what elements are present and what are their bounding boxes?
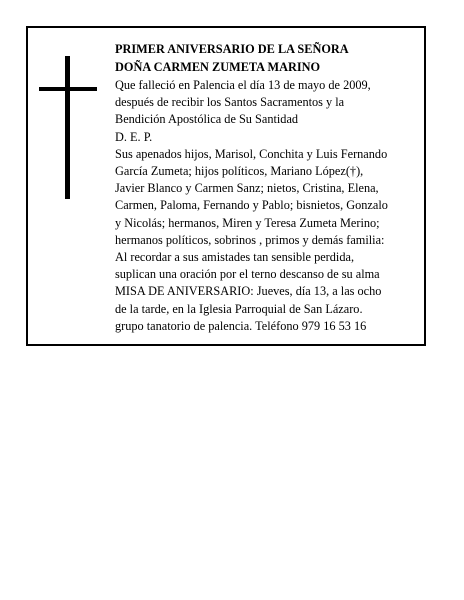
rip-line: D. E. P. (115, 129, 153, 144)
family-line-1: Sus apenados hijos, Marisol, Conchita y Luis Fernando (115, 146, 388, 161)
family-line-5: y Nicolás; hermanos, Miren y Teresa Zumeta Merino; (115, 215, 380, 230)
obituary-notice (26, 26, 426, 346)
notice-text (115, 40, 421, 335)
request-line-2: suplican una oración por el terno descanso de su alma (115, 267, 380, 282)
notice-title-line-2: DOÑA CARMEN ZUMETA MARINO (115, 60, 321, 74)
mass-line-1: MISA DE ANIVERSARIO: Jueves, día 13, a las ocho (115, 284, 382, 299)
cross-horizontal-bar (39, 87, 97, 91)
cross-vertical-bar (65, 56, 70, 199)
family-line-2: García Zumeta; hijos políticos, Mariano López(†), (115, 164, 364, 179)
family-line-4: Carmen, Paloma, Fernando y Pablo; bisnietos, Gonzalo (115, 198, 388, 213)
death-info-line-3: Bendición Apostólica de Su Santidad (115, 112, 299, 127)
request-line-1: Al recordar a sus amistades tan sensible perdida, (115, 250, 355, 265)
family-line-3: Javier Blanco y Carmen Sanz; nietos, Cristina, Elena, (115, 181, 379, 196)
mass-line-2: de la tarde, en la Iglesia Parroquial de San Lázaro. (115, 301, 363, 316)
family-line-6: hermanos políticos, sobrinos , primos y demás familia: (115, 232, 385, 247)
notice-title-line-1: PRIMER ANIVERSARIO DE LA SEÑORA (115, 42, 349, 56)
death-info-line-1: Que falleció en Palencia el día 13 de mayo de 2009, (115, 78, 371, 92)
contact-line: grupo tanatorio de palencia. Teléfono 979 16 53 16 (115, 318, 367, 333)
death-info-line-2: después de recibir los Santos Sacramentos y la (115, 95, 345, 110)
